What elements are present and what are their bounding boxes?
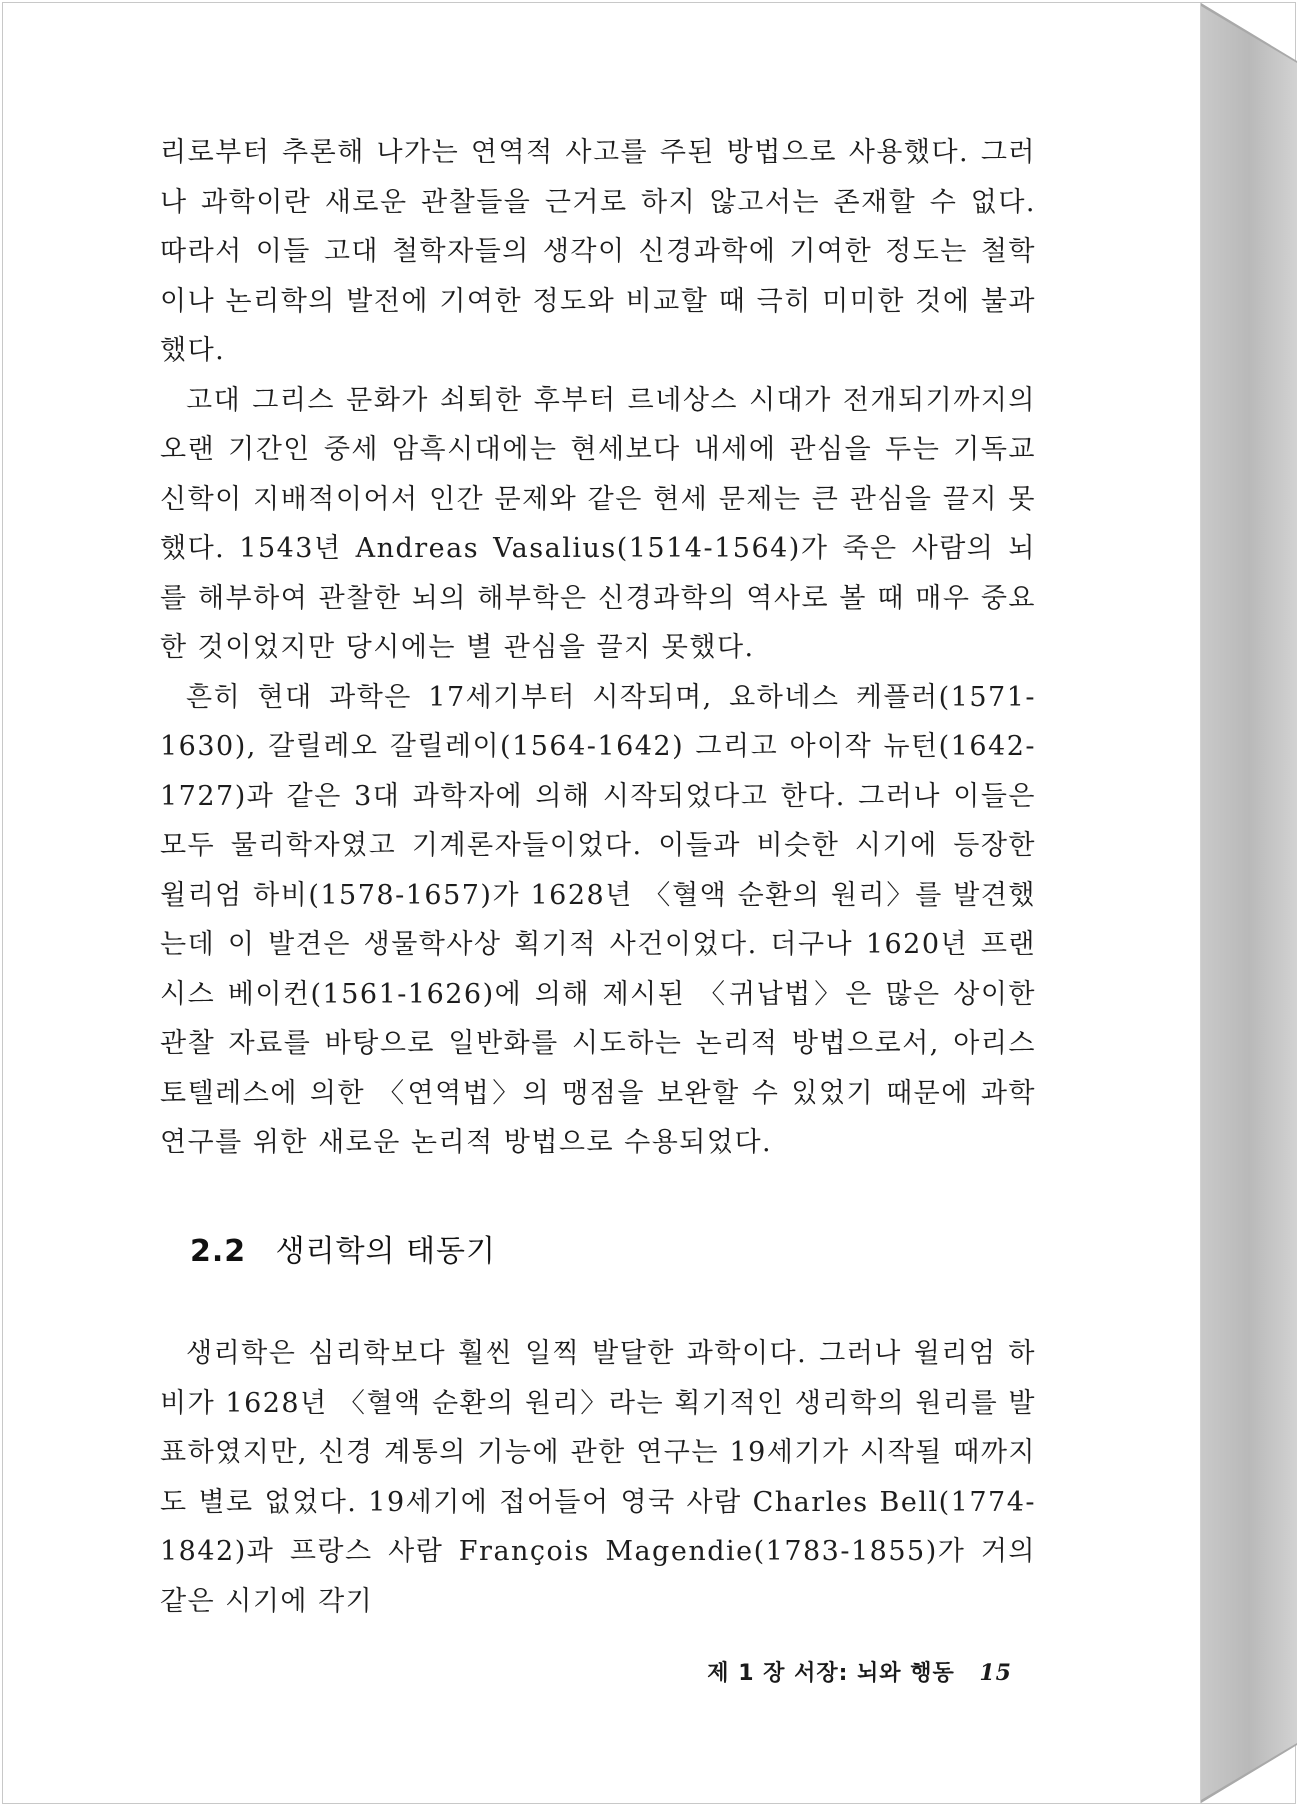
page-edge-shadow xyxy=(1201,3,1297,1803)
running-footer xyxy=(700,1656,1012,1687)
paragraph: 생리학은 심리학보다 훨씬 일찍 발달한 과학이다. 그러나 윌리엄 하비가 1628년 〈혈액 순환의 원리〉라는 획기적인 생리학의 원리를 발표하였지만, 신경 계통의 기능에 관한 연구는 19세기가 시작될 때까지도 별로 없었다. 19세기에 접어들어 영국 사람 Charles Bell(1774-1842)과 프랑스 사람 François Magendie(1783-1855)가 거의 같은 시기에 각기 xyxy=(160,1338,1036,1617)
paragraph: 리로부터 추론해 나가는 연역적 사고를 주된 방법으로 사용했다. 그러나 과학이란 새로운 관찰들을 근거로 하지 않고서는 존재할 수 없다. 따라서 이들 고대 철학자들의 생각이 신경과학에 기여한 정도는 철학이나 논리학의 발전에 기여한 정도와 비교할 때 극히 미미한 것에 불과했다. xyxy=(160,137,1036,366)
section-title: 생리학의 태동기 xyxy=(275,1234,497,1269)
chapter-label: 제 1 장 서장: 뇌와 행동 xyxy=(707,1661,955,1686)
section-heading xyxy=(190,1226,496,1270)
section-number: 2.2 xyxy=(190,1234,247,1269)
body-text-top xyxy=(160,128,1036,1168)
page-number: 15 xyxy=(979,1660,1012,1686)
page-edge-graphic xyxy=(1201,3,1297,1803)
paragraph: 흔히 현대 과학은 17세기부터 시작되며, 요하네스 케플러(1571-1630), 갈릴레오 갈릴레이(1564-1642) 그리고 아이작 뉴턴(1642-1727)과 같은 3대 과학자에 의해 시작되었다고 한다. 그러나 이들은 모두 물리학자였고 기계론자들이었다. 이들과 비슷한 시기에 등장한 윌리엄 하비(1578-1657)가 1628년 〈혈액 순환의 원리〉를 발견했는데 이 발견은 생물학사상 획기적 사건이었다. 더구나 1620년 프랜시스 베이컨(1561-1626)에 의해 제시된 〈귀납법〉은 많은 상이한 관찰 자료를 바탕으로 일반화를 시도하는 논리적 방법으로서, 아리스토텔레스에 의한 〈연역법〉의 맹점을 보완할 수 있었기 때문에 과학 연구를 위한 새로운 논리적 방법으로 수용되었다. xyxy=(160,681,1036,1158)
body-text-bottom xyxy=(160,1329,1036,1626)
paragraph: 고대 그리스 문화가 쇠퇴한 후부터 르네상스 시대가 전개되기까지의 오랜 기간인 중세 암흑시대에는 현세보다 내세에 관심을 두는 기독교 신학이 지배적이어서 인간 문제와 같은 현세 문제는 큰 관심을 끌지 못했다. 1543년 Andreas Vasalius(1514-1564)가 죽은 사람의 뇌를 해부하여 관찰한 뇌의 해부학은 신경과학의 역사로 볼 때 매우 중요한 것이었지만 당시에는 별 관심을 끌지 못했다. xyxy=(160,384,1036,663)
